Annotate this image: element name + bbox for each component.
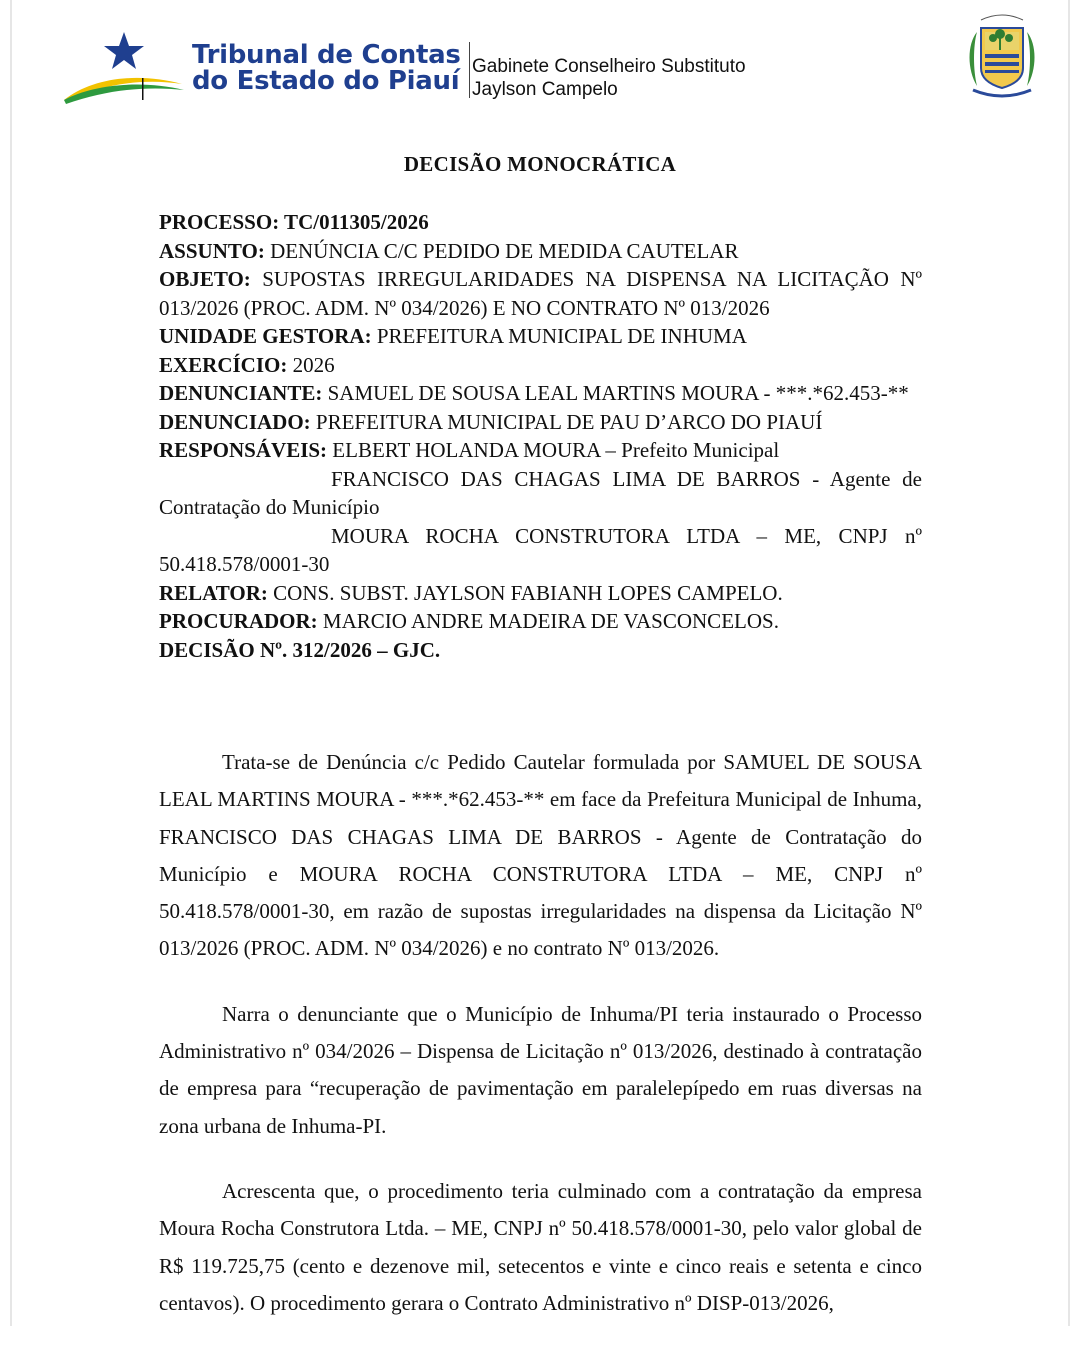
procurador-value: MARCIO ANDRE MADEIRA DE VASCONCELOS. xyxy=(322,609,779,633)
tce-logo xyxy=(62,28,461,108)
gabinete-line1: Gabinete Conselheiro Substituto xyxy=(472,56,746,77)
header-divider xyxy=(469,42,470,98)
meta-decisao xyxy=(159,636,922,665)
page-edge-left xyxy=(10,0,12,1326)
page-edge-right xyxy=(1068,0,1070,1326)
relator-label: RELATOR: xyxy=(159,580,268,605)
gabinete-line2: Jaylson Campelo xyxy=(472,79,618,100)
meta-exercicio xyxy=(159,351,922,380)
unidade-label: UNIDADE GESTORA: xyxy=(159,324,372,348)
meta-procurador xyxy=(159,607,922,636)
tce-name-line1: Tribunal de Contas xyxy=(192,40,461,70)
responsaveis-label: RESPONSÁVEIS: xyxy=(159,438,328,462)
objeto-value: SUPOSTAS IRREGULARIDADES NA DISPENSA NA LICITAÇÃO Nº 013/2026 (PROC. ADM. Nº 034/2026) E NO CONTRATO Nº 013/2026 xyxy=(159,267,923,320)
denunciante-value: SAMUEL DE SOUSA LEAL MARTINS MOURA - ***.*62.453-** xyxy=(327,381,909,405)
exercicio-value: 2026 xyxy=(292,352,335,377)
decisao-label: DECISÃO Nº. 312/2026 – GJC. xyxy=(159,637,441,662)
decision-body xyxy=(159,744,922,1350)
unidade-value: PREFEITURA MUNICIPAL DE INHUMA xyxy=(376,324,747,348)
state-crest-icon xyxy=(963,10,1041,100)
objeto-label: OBJETO: xyxy=(159,267,251,291)
process-metadata xyxy=(159,208,922,664)
assunto-value: DENÚNCIA C/C PEDIDO DE MEDIDA CAUTELAR xyxy=(270,238,739,263)
meta-assunto xyxy=(159,237,922,266)
body-paragraph-2: Narra o denunciante que o Município de Inhuma/PI teria instaurado o Processo Administrativo nº 034/2026 – Dispensa de Licitação nº 013/2026, destinado à contratação de empresa para “recuperação de pavimentação em paralelepípedo em ruas diversas na zona urbana de Inhuma-PI. xyxy=(159,1001,922,1138)
body-paragraph-3: Acrescenta que, o procedimento teria culminado com a contratação da empresa Moura Rocha Construtora Ltda. – ME, CNPJ nº 50.418.578/0001-30, pelo valor global de R$ 119.725,75 (cento e dezenove mil, setecentos e vinte e cinco reais e setenta e cinco centavos). O procedimento gerara o Contrato Administrativo nº DISP-013/2026, xyxy=(159,1178,922,1315)
meta-responsavel-3: MOURA ROCHA CONSTRUTORA LTDA – ME, CNPJ nº 50.418.578/0001-30 xyxy=(159,523,922,576)
meta-denunciante xyxy=(159,379,922,408)
tce-name xyxy=(192,42,461,94)
assunto-label: ASSUNTO: xyxy=(159,238,265,263)
tce-name-line2: do Estado do Piauí xyxy=(192,66,460,96)
denunciante-label: DENUNCIANTE: xyxy=(159,381,323,405)
tce-star-swoosh-icon xyxy=(62,28,192,108)
meta-objeto xyxy=(159,265,922,322)
denunciado-value: PREFEITURA MUNICIPAL DE PAU D’ARCO DO PIAUÍ xyxy=(315,409,823,434)
procurador-label: PROCURADOR: xyxy=(159,609,318,633)
exercicio-label: EXERCÍCIO: xyxy=(159,352,288,377)
responsavel-1: ELBERT HOLANDA MOURA – Prefeito Municipal xyxy=(332,438,780,462)
body-paragraph-1: Trata-se de Denúncia c/c Pedido Cautelar formulada por SAMUEL DE SOUSA LEAL MARTINS MOURA - ***.*62.453-** em face da Prefeitura Municipal de Inhuma, FRANCISCO DAS CHAGAS LIMA DE BARROS - Agente de Contratação do Município e MOURA ROCHA CONSTRUTORA LTDA – ME, CNPJ nº 50.418.578/0001-30, em razão de supostas irregularidades na dispensa da Licitação Nº 013/2026 (PROC. ADM. Nº 034/2026) e no contrato Nº 013/2026. xyxy=(159,750,922,961)
processo-label: PROCESSO: TC/011305/2026 xyxy=(159,210,429,234)
denunciado-label: DENUNCIADO: xyxy=(159,409,311,434)
meta-relator xyxy=(159,579,922,608)
meta-responsaveis xyxy=(159,436,922,465)
document-title: DECISÃO MONOCRÁTICA xyxy=(403,152,677,176)
meta-unidade-gestora xyxy=(159,322,922,351)
meta-denunciado xyxy=(159,408,922,437)
gabinete-label xyxy=(472,55,746,101)
meta-processo xyxy=(159,208,922,237)
relator-value: CONS. SUBST. JAYLSON FABIANH LOPES CAMPELO. xyxy=(273,580,783,605)
meta-responsavel-2: FRANCISCO DAS CHAGAS LIMA DE BARROS - Agente de Contratação do Município xyxy=(159,466,922,519)
